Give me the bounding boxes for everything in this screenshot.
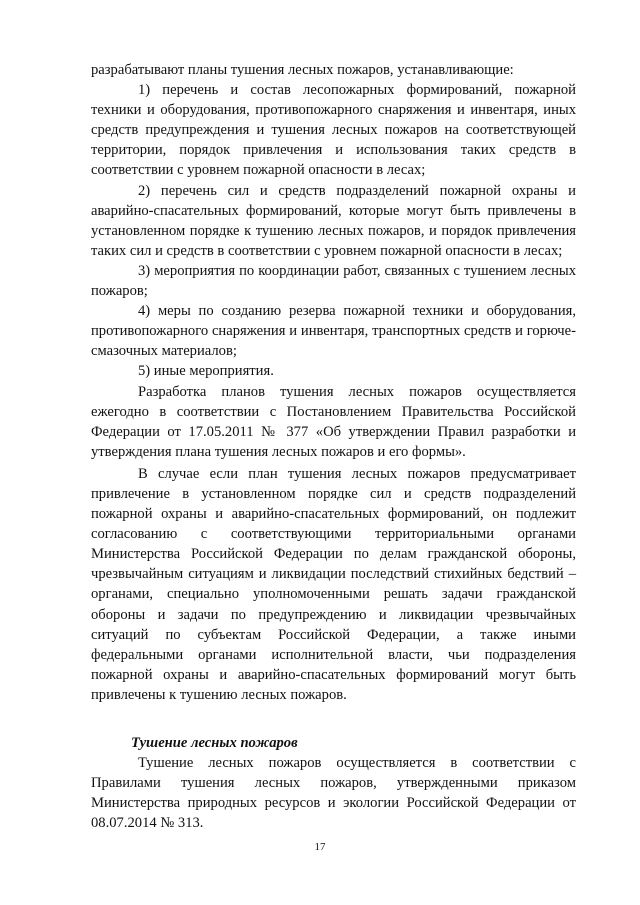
list-item-3: 3) мероприятия по координации работ, связанных с тушением лесных пожаров; [91, 262, 576, 300]
document-page [91, 60, 576, 833]
paragraph-plan-development: Разработка планов тушения лесных пожаров осуществляется ежегодно в соответствии с Постановлением Правительства Российской Федерации от 17.05.2011 № 377 «Об утверждении Правил разработки и утверждения плана тушения лесных пожаров и его формы». [91, 383, 576, 460]
list-item-2: 2) перечень сил и средств подразделений пожарной охраны и аварийно-спасательных формирований, которые могут быть привлечены в установленном порядке к тушению лесных пожаров, и порядок привлечения таких сил и средств в соответствии с уровнем пожарной опасности в лесах; [91, 182, 576, 259]
list-item-4: 4) меры по созданию резерва пожарной техники и оборудования, противопожарного снаряжения и инвентаря, транспортных средств и горюче-смазочных материалов; [91, 303, 576, 360]
list-item-1: 1) перечень и состав лесопожарных формирований, пожарной техники и оборудования, противопожарного снаряжения и инвентаря, иных средств предупреждения и тушения лесных пожаров на соответствующей территории, порядок привлечения и использования таких средств в соответствии с уровнем пожарной опасности в лесах; [91, 82, 576, 179]
page-number: 17 [314, 841, 326, 853]
paragraph-plan-approval: В случае если план тушения лесных пожаров предусматривает привлечение в установленном порядке сил и средств подразделений пожарной охраны и аварийно-спасательных формирований, он подлежит согласованию с соответствующими территориальными органами Министерства Российской Федерации по делам гражданской обороны, чрезвычайным ситуациям и ликвидации последствий стихийных бедствий – органами, специально уполномоченными решать задачи гражданской обороны и задачи по предупреждению и ликвидации чрезвычайных ситуаций по субъектам Российской Федерации, а также иными федеральными органами исполнительной власти, чьи подразделения пожарной охраны и аварийно-спасательных формирований могут быть привлечены к тушению лесных пожаров. [91, 465, 576, 703]
list-item-5: 5) иные мероприятия. [138, 363, 274, 380]
section-heading: Тушение лесных пожаров [131, 735, 298, 751]
section-paragraph: Тушение лесных пожаров осуществляется в соответствии с Правилами тушения лесных пожаров, утвержденными приказом Министерства природных ресурсов и экологии Российской Федерации от 08.07.2014 № 313. [91, 755, 576, 832]
paragraph-intro: разрабатывают планы тушения лесных пожаров, устанавливающие: [91, 62, 514, 78]
